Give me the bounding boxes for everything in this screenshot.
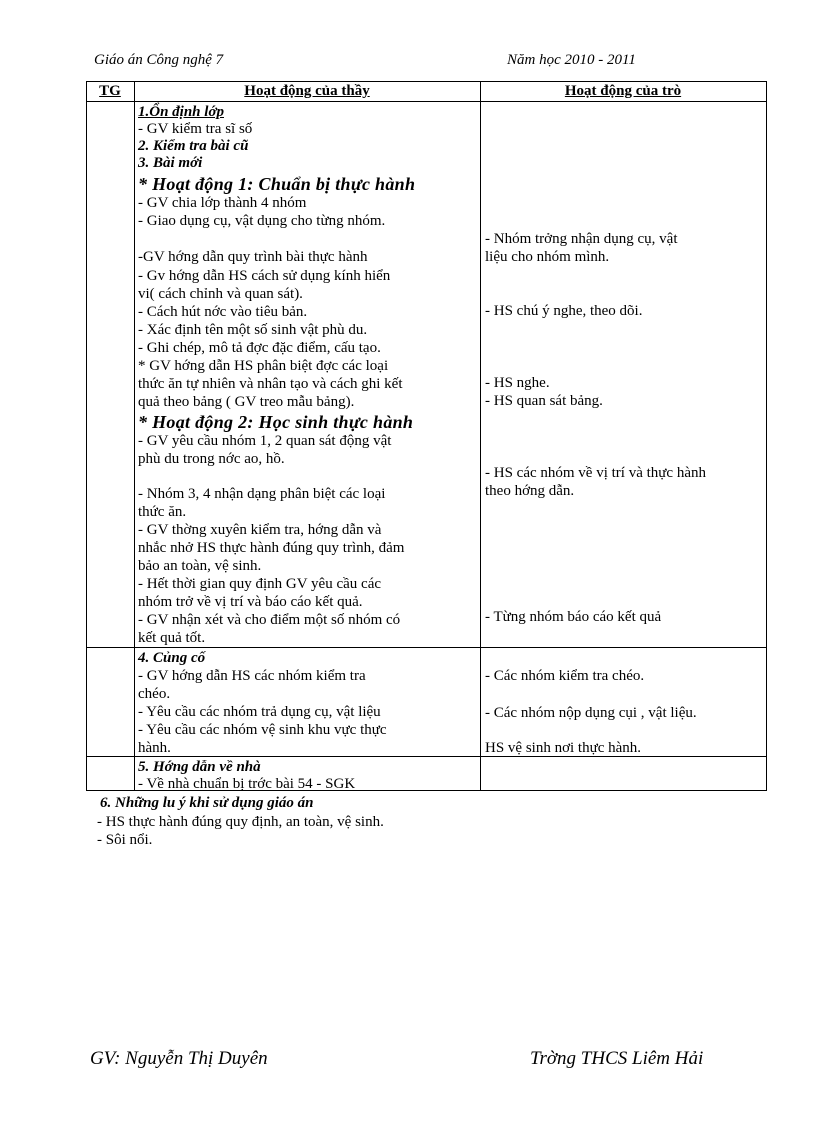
header-subject: Giáo án Công nghệ 7 [94,52,224,68]
column-header-teacher: Hoạt động của thầy [244,83,370,99]
teacher-line: * GV hớng dẫn HS phân biệt đợc các loại [138,358,389,374]
table-row-divider [86,756,767,757]
teacher-line: - Yêu cầu các nhóm vệ sinh khu vực thực [138,722,387,738]
teacher-line: - Ghi chép, mô tả đợc đặc điểm, cấu tạo. [138,340,381,356]
teacher-line: -GV hớng dẫn quy trình bài thực hành [138,249,368,265]
teacher-line: - Hết thời gian quy định GV yêu cầu các [138,576,382,592]
student-line: - HS nghe. [485,375,550,391]
teacher-line: kết quả tốt. [138,630,206,646]
teacher-line: - Về nhà chuẩn bị trớc bài 54 - SGK [138,776,356,792]
teacher-line: - Nhóm 3, 4 nhận dạng phân biệt các loại [138,486,386,502]
table-header-divider [86,101,767,102]
column-header-student: Hoạt động của trò [564,83,682,99]
teacher-line: - Giao dụng cụ, vật dụng cho từng nhóm. [138,213,386,229]
activity-heading: * Hoạt động 2: Học sinh thực hành [138,412,414,432]
section-title: 1.Ổn định lớp [138,104,224,120]
teacher-line: - GV chia lớp thành 4 nhóm [138,195,307,211]
footer-teacher: GV: Nguyễn Thị Duyên [90,1048,268,1069]
teacher-line: thức ăn. [138,504,187,520]
section-title: 4. Củng cố [138,650,206,666]
note-line: - Sôi nổi. [97,832,153,848]
teacher-line: - GV yêu cầu nhóm 1, 2 quan sát động vật [138,433,392,449]
teacher-line: thức ăn tự nhiên và nhân tạo và cách ghi kết [138,376,403,392]
column-header-time: TG [99,83,121,99]
table-col-divider [480,81,481,791]
teacher-line: - Yêu cầu các nhóm trả dụng cụ, vật liệu [138,704,381,720]
student-line: HS vệ sinh nơi thực hành. [485,740,642,756]
section-title: 5. Hớng dẫn về nhà [138,759,261,775]
student-line: liệu cho nhóm mình. [485,249,610,265]
student-line: - HS chú ý nghe, theo dõi. [485,303,643,319]
teacher-line: hành. [138,740,171,756]
teacher-line: chéo. [138,686,171,702]
teacher-line: - Cách hút nớc vào tiêu bản. [138,304,308,320]
teacher-line: - GV thờng xuyên kiểm tra, hớng dẫn và [138,522,382,538]
teacher-line: - Gv hớng dẫn HS cách sử dụng kính hiển [138,268,391,284]
header-school-year: Năm học 2010 - 2011 [507,52,636,68]
student-line: theo hớng dẫn. [485,483,575,499]
activity-heading: * Hoạt động 1: Chuẩn bị thực hành [138,174,416,194]
table-border-top [86,81,767,82]
table-col-divider [134,81,135,791]
teacher-line: bảo an toàn, vệ sinh. [138,558,262,574]
section-title: 3. Bài mới [138,155,203,171]
teacher-line: - Xác định tên một số sinh vật phù du. [138,322,368,338]
teacher-line: - GV hớng dẫn HS các nhóm kiểm tra [138,668,366,684]
teacher-line: vi( cách chỉnh và quan sát). [138,286,303,302]
table-row-divider [86,647,767,648]
teacher-line: - GV kiểm tra sĩ số [138,121,253,137]
student-line: - Các nhóm nộp dụng cụi , vật liệu. [485,705,697,721]
teacher-line: nhóm trở về vị trí và báo cáo kết quả. [138,594,363,610]
teacher-line: phù du trong nớc ao, hồ. [138,451,285,467]
student-line: - Nhóm trởng nhận dụng cụ, vật [485,231,678,247]
student-line: - Từng nhóm báo cáo kết quả [485,609,662,625]
note-line: - HS thực hành đúng quy định, an toàn, vệ sinh. [97,814,384,830]
student-line: - HS các nhóm về vị trí và thực hành [485,465,706,481]
notes-title: 6. Những lu ý khi sử dụng giáo án [100,795,314,811]
teacher-line: quả theo bảng ( GV treo mẫu bảng). [138,394,355,410]
footer-school: Trờng THCS Liêm Hải [530,1048,704,1069]
student-line: - Các nhóm kiểm tra chéo. [485,668,645,684]
table-border-left [86,81,87,791]
teacher-line: - GV nhận xét và cho điểm một số nhóm có [138,612,401,628]
student-line: - HS quan sát bảng. [485,393,603,409]
table-border-right [766,81,767,791]
teacher-line: nhắc nhở HS thực hành đúng quy trình, đảm [138,540,405,556]
section-title: 2. Kiểm tra bài cũ [138,138,249,154]
